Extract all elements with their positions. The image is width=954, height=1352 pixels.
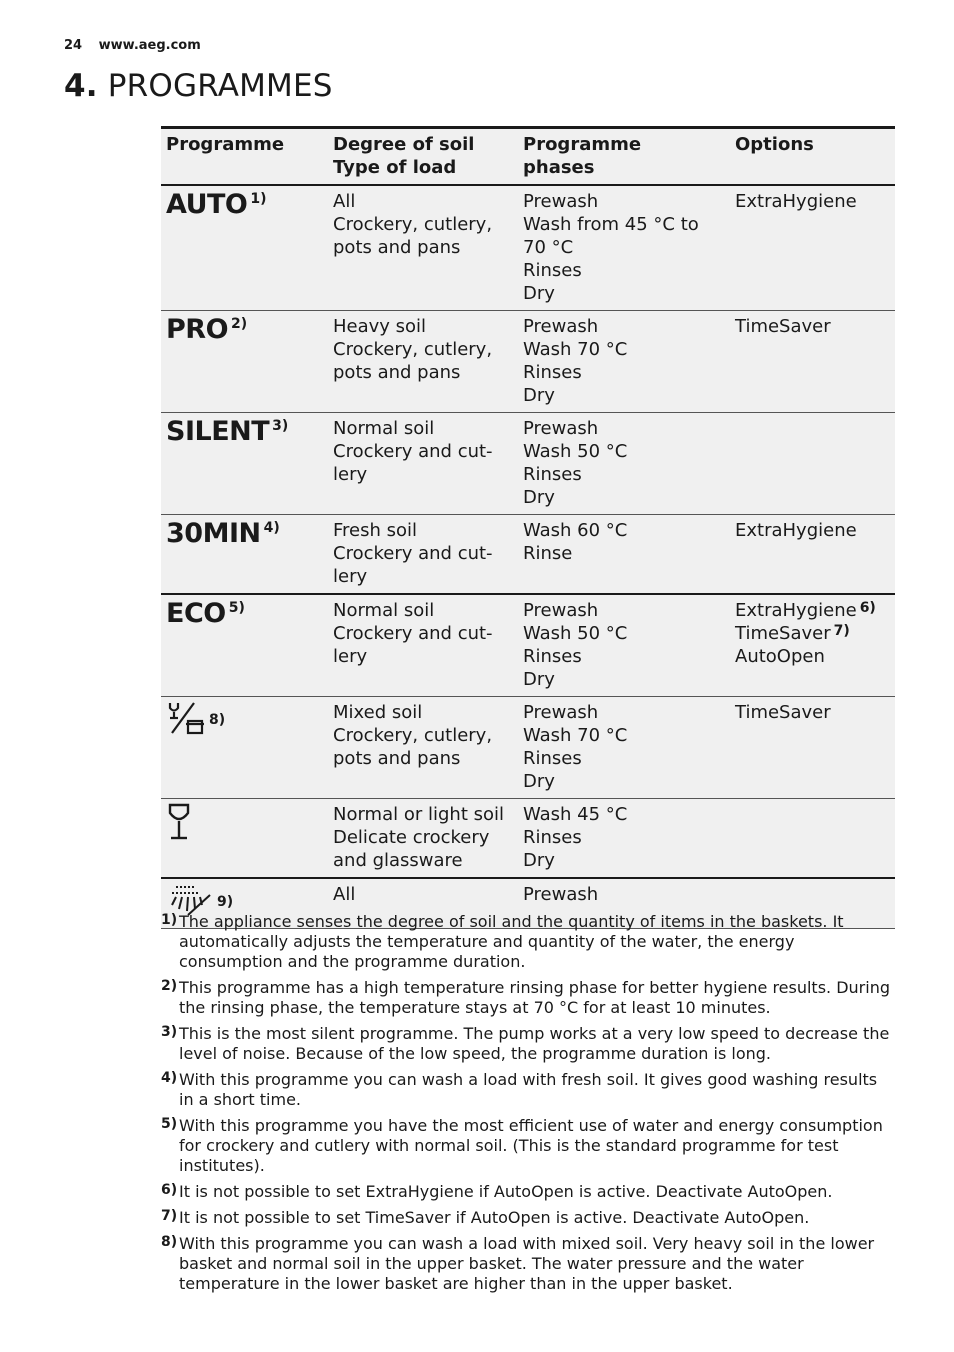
footnote-text: With this programme you can wash a load with mixed soil. Very heavy soil in the lower basket and normal soil in the upper basket. The water pressure and the water temperature in the lower basket are higher than in the upper basket. <box>179 1234 875 1293</box>
soil-line: Crockery, cutlery, <box>333 339 493 360</box>
option-label: TimeSaver <box>735 316 831 337</box>
table-row <box>161 594 895 697</box>
phase-line: 70 °C <box>523 237 574 258</box>
options-cell <box>730 799 895 879</box>
table-row <box>161 185 895 311</box>
footnote <box>161 1208 895 1228</box>
column-header-soil <box>328 128 518 186</box>
footnotes <box>161 912 895 1300</box>
phase-line: Wash from 45 °C to <box>523 214 699 235</box>
option-line <box>735 599 890 622</box>
phases-cell <box>518 697 730 799</box>
footnote <box>161 1070 895 1110</box>
option-label: TimeSaver <box>735 702 831 723</box>
soil-line: Normal or light soil <box>333 804 504 825</box>
header-line: Degree of soil <box>333 134 475 155</box>
soil-cell <box>328 594 518 697</box>
phase-line: Dry <box>523 669 555 690</box>
phase-line: Rinses <box>523 827 582 848</box>
footnote-text: This programme has a high temperature rinsing phase for better hygiene results. During the rinsing phase, the temperature stays at 70 °C for at least 10 minutes. <box>179 978 890 1017</box>
soil-line: lery <box>333 464 368 485</box>
footnote-number: 6) <box>161 1182 178 1198</box>
footnote-ref: 8) <box>209 712 226 728</box>
soil-line: pots and pans <box>333 237 461 258</box>
option-label: ExtraHygiene <box>735 191 857 212</box>
section-title <box>64 66 333 106</box>
header-line: phases <box>523 157 595 178</box>
soil-line: All <box>333 191 356 212</box>
soil-line: Normal soil <box>333 418 435 439</box>
option-label: AutoOpen <box>735 646 825 667</box>
phase-line: Prewash <box>523 191 599 212</box>
soil-line: Heavy soil <box>333 316 427 337</box>
footnote-text: With this programme you can wash a load with fresh soil. It gives good washing results in a short time. <box>179 1070 878 1109</box>
programmes-table <box>161 126 895 929</box>
option-label: ExtraHygiene <box>735 520 857 541</box>
table-row <box>161 697 895 799</box>
programme-name: 30MIN <box>166 518 261 549</box>
footnote-ref: 6) <box>859 600 876 616</box>
programme-cell <box>161 413 328 515</box>
programme-name: ECO <box>166 598 226 629</box>
options-cell <box>730 185 895 311</box>
soil-line: Crockery, cutlery, <box>333 214 493 235</box>
section-number: 4. <box>64 68 98 104</box>
programme-cell <box>161 799 328 879</box>
phase-line: Wash 50 °C <box>523 441 628 462</box>
footnote-text: The appliance senses the degree of soil and the quantity of items in the baskets. It automatically adjusts the temperature and quantity of the water, the energy consumption and the programme duration. <box>179 912 844 971</box>
footnote-number: 1) <box>161 912 178 928</box>
programme-name: PRO <box>166 314 229 345</box>
phase-line: Dry <box>523 850 555 871</box>
soil-line: pots and pans <box>333 362 461 383</box>
phase-line: Prewash <box>523 702 599 723</box>
phases-cell <box>518 799 730 879</box>
footnote-text: With this programme you have the most efficient use of water and energy consumption for crockery and cutlery with normal soil. (This is the standard programme for test institutes). <box>179 1116 883 1175</box>
footnote-ref: 3) <box>272 418 289 434</box>
column-header-options <box>730 128 895 186</box>
soil-line: pots and pans <box>333 748 461 769</box>
phase-line: Prewash <box>523 600 599 621</box>
programme-cell <box>161 515 328 595</box>
footnote-ref: 1) <box>250 191 267 207</box>
phases-cell <box>518 594 730 697</box>
website-link[interactable]: www.aeg.com <box>98 38 201 53</box>
footnote <box>161 1182 895 1202</box>
programme-cell <box>161 594 328 697</box>
phase-line: Dry <box>523 385 555 406</box>
column-header-phases <box>518 128 730 186</box>
footnote-text: It is not possible to set ExtraHygiene if AutoOpen is active. Deactivate AutoOpen. <box>179 1182 833 1201</box>
option-line <box>735 315 890 338</box>
footnote <box>161 912 895 972</box>
header-line: Options <box>735 134 814 155</box>
table-header-row <box>161 128 895 186</box>
footnote-ref: 7) <box>833 623 850 639</box>
soil-line: Delicate crockery <box>333 827 490 848</box>
footnote <box>161 978 895 1018</box>
footnote-number: 4) <box>161 1070 178 1086</box>
header-line: Type of load <box>333 157 457 178</box>
options-cell <box>730 594 895 697</box>
footnote-ref: 2) <box>231 316 248 332</box>
phases-cell <box>518 185 730 311</box>
footnote-number: 8) <box>161 1234 178 1250</box>
page-header <box>64 38 201 53</box>
phase-line: Dry <box>523 771 555 792</box>
programme-name: SILENT <box>166 416 270 447</box>
phase-line: Wash 45 °C <box>523 804 628 825</box>
glass-pot-icon <box>166 701 206 741</box>
programme-cell <box>161 697 328 799</box>
footnote-ref: 4) <box>263 520 280 536</box>
soil-cell <box>328 185 518 311</box>
page-number: 24 <box>64 38 83 53</box>
soil-line: Mixed soil <box>333 702 423 723</box>
phase-line: Prewash <box>523 316 599 337</box>
column-header-programme <box>161 128 328 186</box>
table-row <box>161 515 895 595</box>
footnote-ref: 9) <box>217 894 234 910</box>
soil-cell <box>328 311 518 413</box>
soil-line: Crockery and cut- <box>333 543 493 564</box>
phase-line: Rinse <box>523 543 573 564</box>
soil-line: lery <box>333 566 368 587</box>
phase-line: Wash 60 °C <box>523 520 628 541</box>
option-line <box>735 519 890 542</box>
phase-line: Rinses <box>523 646 582 667</box>
option-line <box>735 622 890 645</box>
soil-line: Crockery and cut- <box>333 441 493 462</box>
soil-cell <box>328 413 518 515</box>
phases-cell <box>518 311 730 413</box>
header-line: Programme <box>523 134 642 155</box>
table-row <box>161 799 895 879</box>
footnote-text: It is not possible to set TimeSaver if AutoOpen is active. Deactivate AutoOpen. <box>179 1208 810 1227</box>
footnote <box>161 1024 895 1064</box>
option-line <box>735 645 890 668</box>
soil-cell <box>328 515 518 595</box>
footnote <box>161 1116 895 1176</box>
phase-line: Prewash <box>523 884 599 905</box>
footnote-number: 7) <box>161 1208 178 1224</box>
option-label: ExtraHygiene <box>735 600 857 621</box>
phase-line: Rinses <box>523 260 582 281</box>
footnote <box>161 1234 895 1294</box>
footnote-number: 2) <box>161 978 178 994</box>
table-row <box>161 413 895 515</box>
soil-cell <box>328 697 518 799</box>
option-line <box>735 701 890 724</box>
phase-line: Wash 70 °C <box>523 725 628 746</box>
programme-cell <box>161 311 328 413</box>
phases-cell <box>518 515 730 595</box>
programme-cell <box>161 185 328 311</box>
programme-name: AUTO <box>166 189 248 220</box>
phase-line: Rinses <box>523 464 582 485</box>
phase-line: Wash 70 °C <box>523 339 628 360</box>
glass-icon <box>166 803 192 847</box>
soil-line: Crockery, cutlery, <box>333 725 493 746</box>
soil-cell <box>328 799 518 879</box>
options-cell <box>730 311 895 413</box>
phase-line: Wash 50 °C <box>523 623 628 644</box>
phase-line: Dry <box>523 487 555 508</box>
footnote-number: 3) <box>161 1024 178 1040</box>
footnote-text: This is the most silent programme. The pump works at a very low speed to decrease the level of noise. Because of the low speed, the programme duration is long. <box>179 1024 890 1063</box>
soil-line: Fresh soil <box>333 520 418 541</box>
footnote-number: 5) <box>161 1116 178 1132</box>
soil-line: All <box>333 884 356 905</box>
phase-line: Rinses <box>523 362 582 383</box>
soil-line: Normal soil <box>333 600 435 621</box>
footnote-ref: 5) <box>228 600 245 616</box>
options-cell <box>730 413 895 515</box>
table-row <box>161 311 895 413</box>
phase-line: Prewash <box>523 418 599 439</box>
phase-line: Rinses <box>523 748 582 769</box>
phase-line: Dry <box>523 283 555 304</box>
option-label: TimeSaver <box>735 623 831 644</box>
soil-line: Crockery and cut- <box>333 623 493 644</box>
options-cell <box>730 515 895 595</box>
phases-cell <box>518 413 730 515</box>
options-cell <box>730 697 895 799</box>
section-title-text: PROGRAMMES <box>107 68 333 104</box>
header-line: Programme <box>166 134 285 155</box>
option-line <box>735 190 890 213</box>
soil-line: lery <box>333 646 368 667</box>
soil-line: and glassware <box>333 850 463 871</box>
